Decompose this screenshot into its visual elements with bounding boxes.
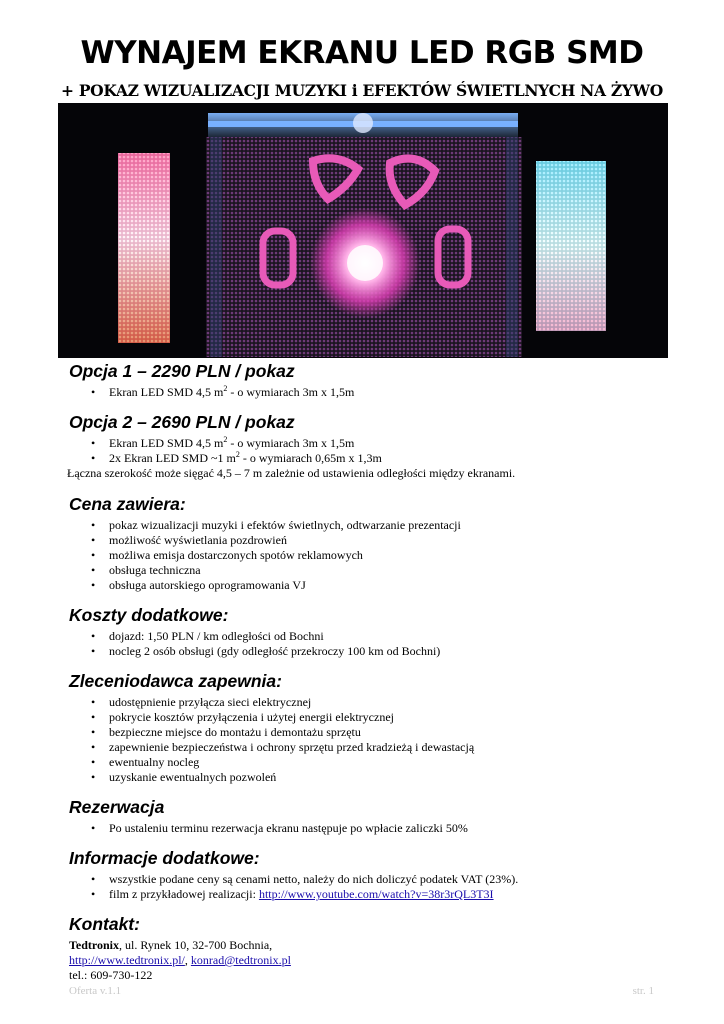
heading-opcja-1: Opcja 1 – 2290 PLN / pokaz (69, 361, 295, 381)
heading-koszty-dodatkowe: Koszty dodatkowe: (69, 605, 229, 625)
section-opcja-2 (69, 410, 669, 481)
heading-zleceniodawca-zapewnia: Zleceniodawca zapewnia: (69, 671, 282, 691)
website-link[interactable]: http://www.tedtronix.pl/ (69, 953, 185, 967)
heading-kontakt: Kontakt: (69, 914, 140, 934)
list-opcja-2 (69, 436, 669, 466)
email-link[interactable]: konrad@tedtronix.pl (190, 953, 291, 967)
page-subtitle: + POKAZ WIZUALIZACJI MUZYKI i EFEKTÓW ŚWIETLNYCH NA ŻYWO (61, 81, 663, 100)
footer-page-number: str. 1 (632, 985, 654, 997)
list-informacje-dodatkowe (69, 872, 669, 902)
list-item: • obsługa autorskiego oprogramowania VJ (91, 578, 669, 593)
list-item: • bezpieczne miejsce do montażu i demontażu sprzętu (91, 725, 669, 740)
led-screen-illustration (58, 103, 668, 358)
list-item: • Po ustaleniu terminu rezerwacja ekranu następuje po wpłacie zaliczki 50% (91, 821, 669, 836)
section-zleceniodawca-zapewnia (69, 669, 669, 785)
list-item: • pokrycie kosztów przyłączenia i użytej energii elektrycznej (91, 710, 669, 725)
list-item: • obsługa techniczna (91, 563, 669, 578)
heading-opcja-2: Opcja 2 – 2690 PLN / pokaz (69, 412, 295, 432)
section-kontakt (69, 912, 669, 983)
heading-informacje-dodatkowe: Informacje dodatkowe: (69, 848, 260, 868)
list-item: • ewentualny nocleg (91, 755, 669, 770)
list-koszty-dodatkowe (69, 629, 669, 659)
list-zleceniodawca-zapewnia (69, 695, 669, 785)
contact-address: Tedtronix, ul. Rynek 10, 32-700 Bochnia, (69, 938, 273, 952)
section-opcja-1 (69, 359, 669, 400)
list-item: • nocleg 2 osób obsługi (gdy odległość przekroczy 100 km od Bochni) (91, 644, 669, 659)
film-label: film z przykładowej realizacji: (109, 887, 259, 901)
content-body (69, 359, 669, 983)
contact-phone: tel.: 609-730-122 (69, 968, 153, 982)
list-opcja-1 (69, 385, 669, 400)
list-rezerwacja (69, 821, 669, 836)
heading-cena-zawiera: Cena zawiera: (69, 494, 186, 514)
section-cena-zawiera (69, 492, 669, 593)
list-item: • zapewnienie bezpieczeństwa i ochrony sprzętu przed kradzieżą i dewastacją (91, 740, 669, 755)
section-informacje-dodatkowe (69, 846, 669, 902)
led-screen-photo (58, 103, 668, 358)
list-item (91, 887, 669, 902)
list-item: • uzyskanie ewentualnych pozwoleń (91, 770, 669, 785)
contact-links: http://www.tedtronix.pl/, konrad@tedtronix.pl (69, 953, 291, 967)
list-item: • dojazd: 1,50 PLN / km odległości od Bochni (91, 629, 669, 644)
company-name: Tedtronix (69, 938, 120, 952)
section-koszty-dodatkowe (69, 603, 669, 659)
list-item: • 2x Ekran LED SMD ~1 $m^2$ - o wymiarach 0,65m x 1,3m (91, 451, 669, 466)
list-item: • udostępnienie przyłącza sieci elektrycznej (91, 695, 669, 710)
list-item: • możliwa emisja dostarczonych spotów reklamowych (91, 548, 669, 563)
width-note: Łączna szerokość może sięgać 4,5 – 7 m zależnie od ustawienia odległości między ekranami. (67, 466, 516, 480)
page-title: WYNAJEM EKRANU LED RGB SMD (80, 35, 644, 71)
youtube-link[interactable]: http://www.youtube.com/watch?v=38r3rQL3T3I (258, 887, 494, 901)
list-item: • wszystkie podane ceny są cenami netto, należy do nich doliczyć podatek VAT (23%). (91, 872, 669, 887)
list-item: • możliwość wyświetlania pozdrowień (91, 533, 669, 548)
section-rezerwacja (69, 795, 669, 836)
heading-rezerwacja: Rezerwacja (69, 797, 165, 817)
list-cena-zawiera (69, 518, 669, 593)
footer-version: Oferta v.1.1 (69, 985, 122, 997)
list-item: • Ekran LED SMD 4,5 $m^2$ - o wymiarach 3m x 1,5m (91, 385, 669, 400)
list-item: • Ekran LED SMD 4,5 $m^2$ - o wymiarach 3m x 1,5m (91, 436, 669, 451)
list-item: • pokaz wizualizacji muzyki i efektów świetlnych, odtwarzanie prezentacji (91, 518, 669, 533)
